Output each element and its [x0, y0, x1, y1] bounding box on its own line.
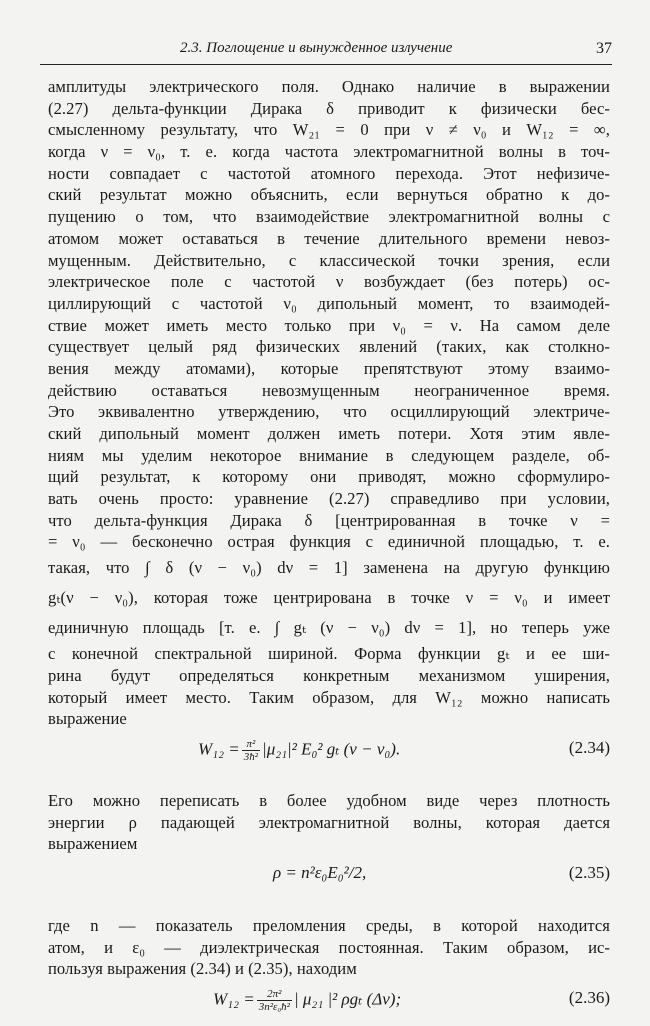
text-line: который имеет место. Таким образом, для W₁₂ можно написать	[48, 687, 610, 707]
text-line: что дельта-функция Дирака δ [центрированная в точке ν =	[48, 510, 610, 530]
equation-2-35	[48, 855, 610, 901]
text-line: амплитуды электрического поля. Однако наличие в выражении	[48, 77, 610, 96]
text-line: вать очень просто: уравнение (2.27) справедливо при условии,	[48, 489, 610, 509]
text-line: мущенным. Действительно, с классической точки зрения, если	[48, 250, 610, 270]
text-line: где n — показатель преломления среды, в которой находится	[48, 915, 610, 935]
paragraph-2	[48, 790, 610, 855]
text-line: вения между атомами), которые препятствуют этому взаимо-	[48, 358, 610, 378]
running-header	[40, 40, 612, 64]
text-line: пользуя выражения (2.34) и (2.35), находим	[48, 959, 357, 979]
text-line: ский результат можно объяснить, если вернуться обратно к до-	[48, 185, 610, 205]
header-rule	[40, 64, 612, 65]
text-line: = ν₀ — бесконечно острая функция с единичной площадью, т. е.	[48, 532, 610, 552]
text-line: единичную площадь [т. е. ∫ gₜ (ν − ν₀) dν = 1], но теперь уже	[48, 618, 610, 638]
text-line: атом, и ε₀ — диэлектрическая постоянная. Таким образом, ис-	[48, 937, 610, 957]
page-number: 37	[596, 40, 612, 57]
page-body	[48, 76, 610, 1026]
text-line: ствие может иметь место только при ν₀ = ν. На самом деле	[48, 315, 610, 335]
text-line: когда ν = ν₀, т. е. когда частота электромагнитной волны в точ-	[48, 142, 610, 162]
text-line: Его можно переписать в более удобном виде через плотность	[48, 790, 610, 810]
equation-number: (2.34)	[568, 737, 610, 757]
equation-2-34	[48, 730, 610, 776]
equation-number: (2.36)	[568, 988, 610, 1007]
text-line: выражение	[48, 709, 127, 729]
text-line: gₜ(ν − ν₀), которая тоже центрирована в точке ν = ν₀ и имеет	[48, 588, 610, 608]
text-line: циллирующий с частотой ν₀ дипольный момент, то взаимодей-	[48, 293, 610, 313]
text-line: пущению о том, что взаимодействие электромагнитной волны с	[48, 207, 610, 227]
text-line: атомом может оставаться в течение длительного времени невоз-	[48, 228, 610, 248]
text-line: существует целый ряд физических явлений (таких, как столкно-	[48, 337, 610, 357]
text-line: ниям мы уделим некоторое внимание в следующем разделе, об-	[48, 445, 610, 465]
equation-formula: W₁₂ = $\frac{\text{2π²}}{\text{3n²ε₀ħ²}}$ | μ₂₁ |² ρgₜ (Δν);	[213, 988, 402, 1013]
text-line: выражением	[48, 834, 138, 854]
equation-2-36	[48, 980, 610, 1026]
fraction: $\frac{\text{π²}}{\text{3ħ²}}$	[243, 737, 259, 763]
text-line: такая, что ∫ δ (ν − ν₀) dν = 1] заменена на другую функцию	[48, 558, 610, 578]
paragraph-1	[48, 76, 610, 730]
text-line: Это эквивалентно утверждению, что осциллирующий электриче-	[48, 402, 610, 422]
text-line: ский дипольный момент должен иметь потери. Хотя этим явле-	[48, 424, 610, 443]
equation-formula: W₁₂ = $\frac{\text{π²}}{\text{3ħ²}}$ |μ₂₁|² E₀² gₜ (ν − ν₀).	[198, 737, 401, 763]
section-title: 2.3. Поглощение и вынужденное излучение	[180, 40, 453, 56]
fraction: $\frac{\text{2π²}}{\text{3n²ε₀ħ²}}$	[258, 988, 290, 1013]
text-line: энергии ρ падающей электромагнитной волны, которая дается	[48, 812, 610, 832]
equation-formula: ρ = n²ε₀E₀²/2,	[273, 862, 367, 882]
text-line: щий результат, к которому они приводят, можно сформулиро-	[48, 467, 610, 487]
text-line: с конечной спектральной шириной. Форма функции gₜ и ее ши-	[48, 644, 610, 664]
text-line: рина будут определяться конкретным механизмом уширения,	[48, 665, 610, 685]
equation-number: (2.35)	[568, 862, 610, 882]
paragraph-3	[48, 915, 610, 980]
text-line: электрическое поле с частотой ν возбуждает (без потерь) ос-	[48, 272, 610, 292]
text-line: ности совпадает с частотой атомного перехода. Этот нефизиче-	[48, 163, 610, 183]
text-line: (2.27) дельта-функции Дирака δ приводит к физически бес-	[48, 98, 610, 118]
text-line: действию оставаться невозмущенным неограниченное время.	[48, 380, 610, 400]
text-line: смысленному результату, что W₂₁ = 0 при ν ≠ ν₀ и W₁₂ = ∞,	[48, 120, 610, 140]
